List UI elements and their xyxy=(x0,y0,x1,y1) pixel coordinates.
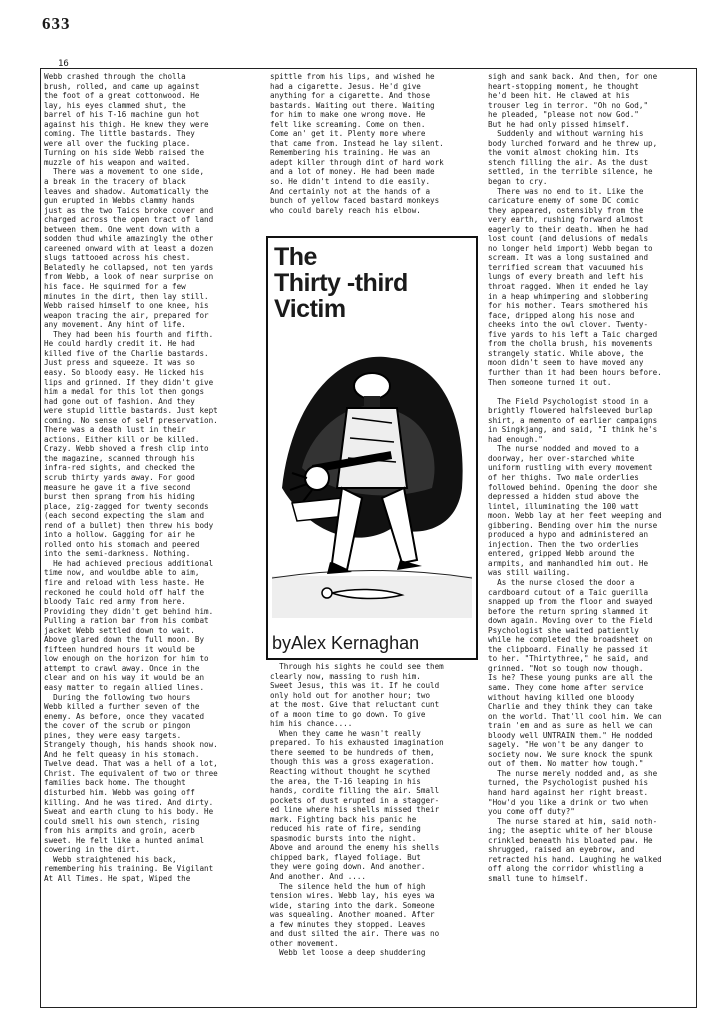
story-byline: byAlex Kernaghan xyxy=(272,633,420,653)
column-2-top-text: spittle from his lips, and wished he had a cigarette. Jesus. He'd give anything for a cigarette. And those bastards. Waiting out there. Waiting for him to make one wrong move. He felt like screaming. Come on then. Come an' get it. Plenty more where that came from. Instead he lay silent. Remembering his training. He was an adept killer through dint of hard work and a lot of money. He had been made so. He didn't intend to die easily. And certainly not at the hands of a bunch of yellow faced bastard monkeys who could barely reach his elbow. xyxy=(270,72,444,215)
soldier-illustration xyxy=(272,338,472,618)
column-2-bottom-text: Through his sights he could see them clearly now, massing to rush him. Sweet Jesus, this was it. If he could only hold out for another hour; two at the most. Give that reluctant cunt of a moon time to go down. To give him his chance.... When they came he wasn't really prepared. To his exhausted imagination there seemed to be hundreds of them, though this was a gross exageration. Reacting without thought he scythed the area, the T-16 leaping in his hands, cordite filling the air. Small pockets of dust erupted in a stagger- ed line where his shells missed their mark. Fighting back his panic he reduced his rate of fire, sending spasmodic bursts into the night. Above and around the enemy his shells chipped bark, flayed foliage. But they were going down. And another. And another. And .... The silence held the hum of high tension wires. Webb lay, his eyes wa wide, staring into the dark. Someone was squealing. Another moaned. After a few minutes they stopped. Leaves and dust silted the air. There was no other movement. Webb let loose a deep shuddering xyxy=(270,662,444,958)
story-title: The Thirty -third Victim xyxy=(274,243,408,323)
page-number: 16 xyxy=(58,59,69,69)
archive-number: 633 xyxy=(42,14,71,33)
column-3-text: sigh and sank back. And then, for one heart-stopping moment, he thought he'd been hit. He clawed at his trouser leg in terror. "Oh no God," he pleaded, "please not now God." But he had only pissed himself. Suddenly and without warning his body lurched forward and he threw up, the vomit almost choking him. Its stench filling the air. As the dust settled, in the terrible silence, he began to cry. There was no end to it. Like the caricature enemy of some DC comic they appeared, ostensibly from the very earth, rushing forward almost eagerly to their death. When he had lost count (and delusions of medals no longer held import) Webb began to scream. It was a long sustained and terrified scream that vacuumed his lungs of every breath and left his throat ragged. When it ended he lay in a heap whimpering and slobbering for his mother. Tears smothered his face, dripped along his nose and cheeks into the owl clover. Twenty- five yards to his left a Taic charged from the cholla brush, his movements strangely static. While above, the moon didn't seem to have moved any further than it had been hours before. Then someone turned it out. The Field Psychologist stood in a brightly flowered halfsleeved burlap shirt, a memento of earlier campaigns in Singkjang, and said, "I think he's had enough." The nurse nodded and moved to a doorway, her over-starched white uniform rustling with every movement of her thighs. Two male orderlies followed behind. Opening the door she depressed a hidden stud above the lintel, illuminating the 100 watt moon. Webb lay at her feet weeping and gibbering. Bending over him the nurse produced a hypo and administered an injection. Then the two orderlies entered, gripped Webb around the armpits, and manhandled him out. He was still wailing. As the nurse closed the door a cardboard cutout of a Taic guerilla snapped up from the floor and swayed before the return spring slammed it down again. Moving over to the Field Psychologist she waited patiently while he completed the broadsheet on the clipboard. Finally he passed it to her. "Thirtythree," he said, and grinned. "Not so tough now though. Is he? These young punks are all the same. They come home after service without having killed one bloody Charlie and they think they can take on the world. That'll cool him. We can train 'em and as sure as hell we can bloody well UNTRAIN them." He nodded sagely. "He won't be any danger to society now. We sure knock the spunk out of them. No matter how tough." The nurse merely nodded and, as she turned, the Psychologist pushed his hand hard against her right breast. "How'd you like a drink or two when you come off duty?" The nurse stared at him, said noth- ing; the aseptic white of her blouse crinkled beneath his bloated paw. He shrugged, raised an eyebrow, and retracted his hand. Laughing he walked off along the corridor whistling a small tune to himself. xyxy=(488,72,662,883)
column-1-text: Webb crashed through the cholla brush, rolled, and came up against the foot of a great cottonwood. He lay, his eyes clammed shut, the barrel of his T-16 machine gun hot against his thigh. He knew they were coming. The little bastards. They were all over the fucking place. Turning on his side Webb raised the muzzle of his weapon and waited. There was a movement to one side, a break in the tracery of black leaves and shadow. Automatically the gun erupted in Webbs clammy hands just as the two Taics broke cover and charged across the open tract of land between them. One went down with a sodden thud while amazingly the other careened onward with at least a dozen slugs tattooed across his chest. Belatedly he collapsed, not ten yards from Webb, a look of near surprise on his face. He squirmed for a few minutes in the dirt, then lay still. Webb raised himself to one knee, his weapon tracing the air, prepared for any movement. Any hint of life. They had been his fourth and fifth. He could hardly credit it. He had killed five of the Charlie bastards. Just press and squeeze. It was so easy. So bloody easy. He licked his lips and grinned. If they didn't give him a medal for this lot then gongs had gone out of fashion. And they were stupid little bastards. Just kept coming. No sense of self preservation. There was a death lust in their actions. Either kill or be killed. Crazy. Webb shoved a fresh clip into the magazine, scanned through his infra-red sights, and checked the scrub thirty yards away. For good measure he gave it a five second burst then sprang from his hiding place, zig-zagged for twenty seconds (each second expecting the slam and rend of a bullet) then threw his body into a hollow. Gagging for air he rolled onto his stomach and peered into the semi-darkness. Nothing. He had achieved precious additional time now, and wouldbe able to aim, fire and reload with less haste. He reckoned he could hold off half the bloody Taic red army from here. Providing they didn't get behind him. Pulling a ration bar from his combat jacket Webb settled down to wait. Above glared down the full moon. By fifteen hundred hours it would be low enough on the horizon for him to attempt to crawl away. Once in the clear and on his way it would be an easy matter to regain allied lines. During the following two hours Webb killed a further seven of the enemy. As before, once they vacated the cover of the scrub or pingon pines, they were easy targets. Strangely though, his hands shook now. And he felt queasy in his stomach. Twelve dead. That was a hell of a lot, Christ. The equivalent of two or three families back home. The thought disturbed him. Webb was going off killing. And he was tired. And dirty. Sweat and earth clung to his body. He could smell his own stench, rising from his armpits and groin, acerb sweet. He felt like a hunted animal cowering in the dirt. Webb straightened his back, remembering his training. Be Vigilant At All Times. He spat, Wiped the xyxy=(44,72,218,883)
title-panel xyxy=(266,236,478,660)
